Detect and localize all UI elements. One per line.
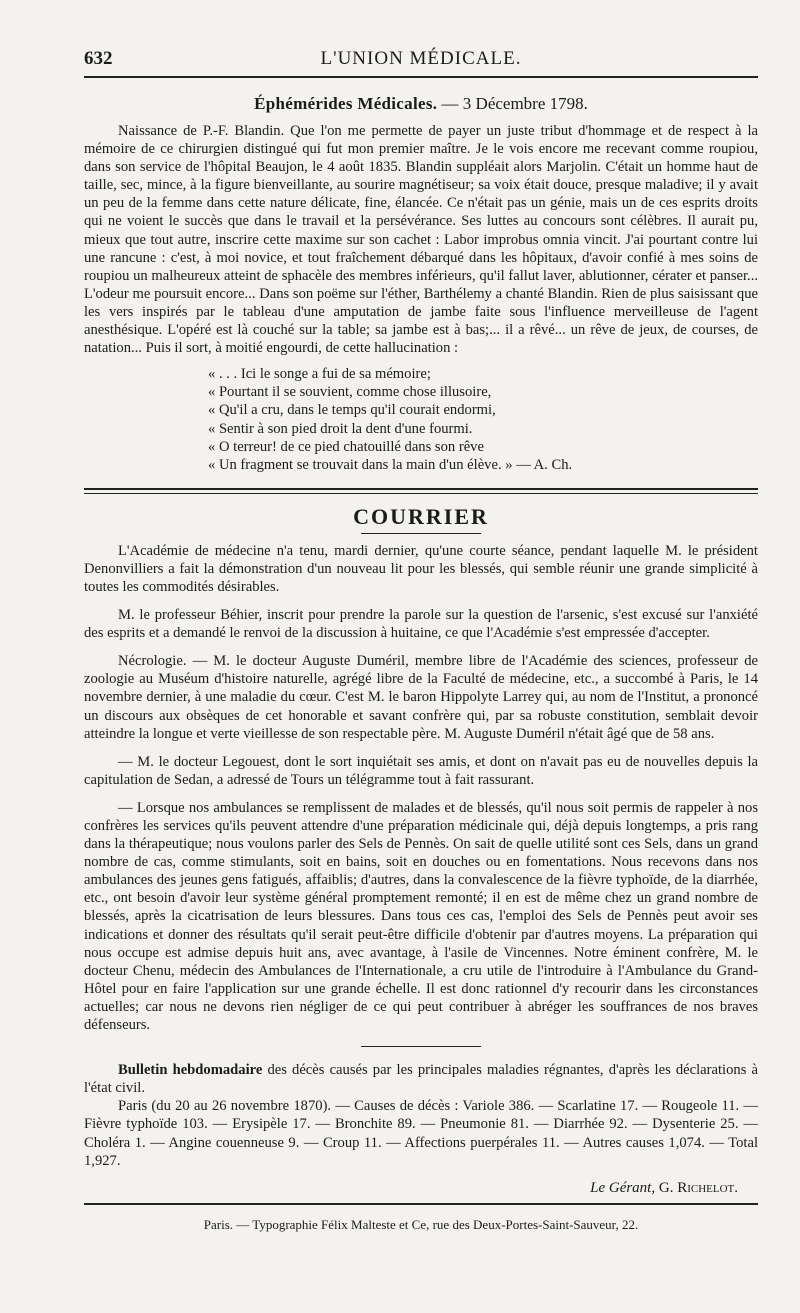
ephemerides-paragraph: Naissance de P.-F. Blandin. Que l'on me permette de payer un juste tribut d'hommage et de respect à la mémoire de ce chirurgien distingué qui fut mon premier maître. Je le vois encore me recevant comme roupiou, dans son service de l'hôpital Beaujon, le 4 août 1835. Blandin suppléait alors Marjolin. C'était un homme haut de taille, sec, mince, à la figure bienveillante, au sourire magnétiseur; sa voix était douce, presque maladive; il y avait un peu de la femme dans cette nature délicate, fine, élancée. Ce n'était pas un génie, mais un de ces esprits droits qui ne voient le succès que dans le travail et la persévérance. Ses luttes au concours sont célèbres. Il aurait pu, mieux que tout autre, inscrire cette maxime sur son cachet : Labor improbus omnia vincit. J'ai pourtant contre lui une rancune : c'est, à moi novice, et tout fraîchement débarqué dans les hôpitaux, d'avoir confié à mes soins de roupiou un malheureux atteint de sphacèle des membres inférieurs, qu'il fallut laver, ablutionner, cérater et panser... L'odeur me poursuit encore... Dans son poëme sur l'éther, Barthélemy a chanté Blandin. Rien de plus saisissant que les vers inspirés par le tableau d'une amputation de jambe faite sous l'influence merveilleuse de l'agent anesthésique. L'opéré est là couché sur la table; sa jambe est à bas;... il a rêvé... un rêve de jeux, de courses, de natation... Puis il sort, à moitié engourdi, de cette hallucination : bbox=[84, 123, 758, 357]
bulletin-section bbox=[84, 1061, 758, 1170]
bulletin-title: Bulletin hebdomadaire bbox=[118, 1062, 263, 1079]
gerant-prefix: Le Gérant, bbox=[590, 1179, 656, 1196]
poem-line: « Pourtant il se souvient, comme chose illusoire, bbox=[208, 384, 492, 401]
poem-line: « Qu'il a cru, dans le temps qu'il courait endormi, bbox=[208, 402, 496, 419]
bulletin-intro: des décès causés par les principales maladies régnantes, d'après les déclarations à l'état civil. bbox=[84, 1062, 758, 1097]
courrier-paragraph: M. le professeur Béhier, inscrit pour prendre la parole sur la question de l'arsenic, s'est excusé sur l'anxiété des esprits et a demandé le renvoi de la discussion à huitaine, ce que l'Académie s'est empressée d'accepter. bbox=[84, 607, 758, 642]
gerant-name: G. Richelot. bbox=[658, 1179, 738, 1196]
gerant-signature bbox=[84, 1180, 758, 1197]
courrier-paragraph: Nécrologie. — M. le docteur Auguste Duméril, membre libre de l'Académie des sciences, professeur de zoologie au Muséum d'histoire naturelle, agrégé libre de la Faculté de médecine, etc., a succombé à Paris, le 14 novembre dernier, à une maladie du cœur. C'est M. le baron Hippolyte Larrey qui, au nom de l'Institut, a prononcé un discours aux obsèques de cet honorable et savant confrère qui, par sa robuste constitution, semblait devoir atteindre la longue et verte vieillesse de son respectable père. M. Auguste Duméril n'était âgé que de 58 ans. bbox=[84, 653, 758, 742]
poem-line: « . . . Ici le songe a fui de sa mémoire; bbox=[208, 366, 431, 383]
bulletin-divider bbox=[361, 1046, 481, 1047]
poem-line: « Un fragment se trouvait dans la main d'un élève. » — A. Ch. bbox=[208, 456, 573, 473]
ephemerides-date: — 3 Décembre 1798. bbox=[441, 94, 588, 113]
poem bbox=[208, 365, 758, 474]
bulletin-intro-paragraph bbox=[84, 1061, 758, 1097]
ephemerides-body bbox=[84, 122, 758, 357]
document-page bbox=[0, 34, 800, 1313]
poem-line: « Sentir à son pied droit la dent d'une fourmi. bbox=[208, 420, 473, 437]
section-divider bbox=[84, 488, 758, 494]
ephemerides-title: Éphémérides Médicales. bbox=[254, 94, 438, 113]
title-underline bbox=[361, 533, 481, 534]
courrier-title: COURRIER bbox=[353, 503, 489, 529]
printer-footer: Paris. — Typographie Félix Malteste et Ce, rue des Deux-Portes-Saint-Sauveur, 22. bbox=[203, 1216, 639, 1232]
poem-line: « O terreur! de ce pied chatouillé dans son rêve bbox=[208, 438, 484, 455]
courrier-body bbox=[84, 542, 758, 1034]
courrier-paragraph: — M. le docteur Legouest, dont le sort inquiétait ses amis, et dont on n'avait pas eu de nouvelles depuis la capitulation de Sedan, a adressé de Tours un télégramme tout à fait rassurant. bbox=[84, 753, 758, 788]
journal-title: L'UNION MÉDICALE. bbox=[320, 48, 522, 69]
footer-divider bbox=[84, 1203, 758, 1205]
courrier-paragraph: L'Académie de médecine n'a tenu, mardi dernier, qu'une courte séance, pendant laquelle M. le président Denonvilliers a fait la démonstration d'un nouveau lit pour les blessés, qui semble réunir une grande simplicité à toutes les commodités désirables. bbox=[84, 542, 758, 595]
bulletin-stats: Paris (du 20 au 26 novembre 1870). — Causes de décès : Variole 386. — Scarlatine 17. — Rougeole 11. — Fièvre typhoïde 103. — Erysipèle 17. — Bronchite 89. — Pneumonie 81. — Diarrhée 92. — Dysenterie 25. — Choléra 1. — Angine couenneuse 9. — Croup 11. — Affections puerpérales 11. — Autres causes 1,074. — Total 1,927. bbox=[84, 1098, 758, 1169]
page-number: 632 bbox=[84, 48, 113, 69]
courrier-paragraph: — Lorsque nos ambulances se remplissent de malades et de blessés, qu'il nous soit permis de rappeler à nos confrères les services qu'ils peuvent attendre d'une préparation médicinale qui, déjà depuis longtemps, a pris rang dans la thérapeutique; nous voulons parler des Sels de Pennès. On sait de quelle utilité sont ces Sels, dans un grand nombre de cas, comme stimulants, soit en bains, soit en douches ou en fomentations. Nous recevons dans nos ambulances des jeunes gens fatigués, affaiblis; d'autres, dans la convalescence de la fièvre typhoïde, de la diarrhée, etc., ont besoin d'avoir leur système général promptement remonté; il en est de même chez un grand nombre de blessés, après la cicatrisation de leurs blessures. Dans tous ces cas, l'emploi des Sels de Pennès peut avoir ses indications et donner des résultats qu'il serait peut-être difficile d'obtenir par d'autres moyens. La préparation qui nous occupe est admise depuis huit ans, avec avantage, à l'asile de Vincennes. Notre éminent confrère, M. le docteur Chenu, médecin des Ambulances de l'Internationale, a cru utile de l'introduire à l'Ambulance du Grand-Hôtel pour en faire l'application sur une grande échelle. Il est donc rationnel d'y recourir dans les circonstances actuelles; car nous ne devons rien négliger de ce qui peut contribuer à abréger les souffrances de nos braves défenseurs. bbox=[84, 799, 758, 1034]
page-header bbox=[84, 34, 758, 78]
ephemerides-heading bbox=[84, 94, 758, 114]
